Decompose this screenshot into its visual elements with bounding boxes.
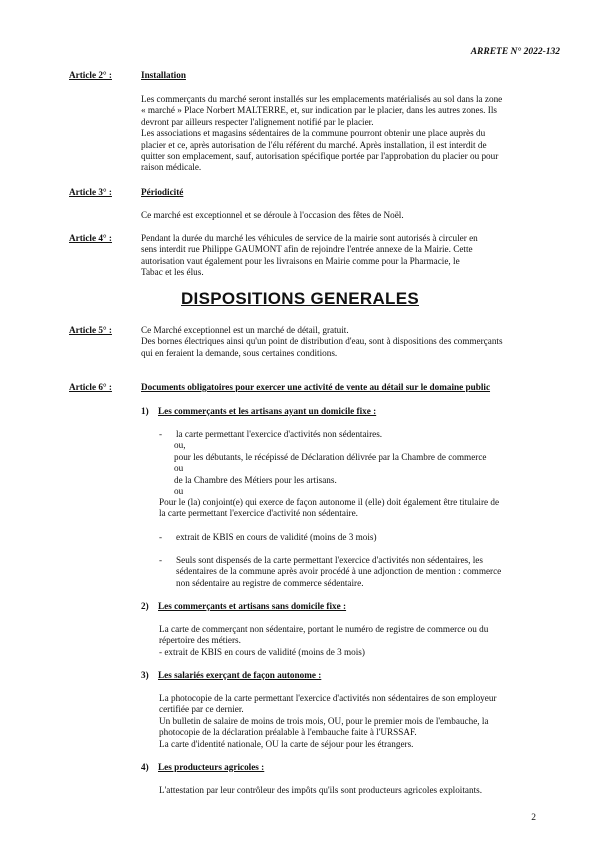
section-1-card-options: la carte permettant l'exercice d'activités non sédentaires. ou, pour les débutants, le récépissé de Déclaration délivrée par la Chambre de commerce ou de la Chambre des Métiers pour les artisans. ou — [174, 429, 487, 497]
bullet-dash: - — [159, 532, 163, 542]
section-2-heading: 2) Les commerçants et artisans sans domicile fixe : — [141, 601, 347, 611]
article-6-title: Documents obligatoires pour exercer une activité de vente au détail sur le domaine public — [141, 382, 491, 392]
section-4-body: L'attestation par leur contrôleur des impôts qu'ils sont producteurs agricoles exploitants. — [159, 785, 483, 795]
section-3-body: La photocopie de la carte permettant l'exercice d'activités non sédentaires de son employeur certifiée par ce dernier. Un bulletin de salaire de moins de trois mois, OU, pour le premier mois de l'embauche, la photocopie de la déclaration préalable à l'embauche faite à l'URSSAF. La carte d'identité nationale, OU la carte de séjour pour les étrangers. — [159, 693, 497, 749]
section-1-kbis: extrait de KBIS en cours de validité (moins de 3 mois) — [176, 532, 377, 542]
article-3-label: Article 3° : — [69, 187, 112, 197]
section-1-spouse-text: Pour le (la) conjoint(e) qui exerce de façon autonome il (elle) doit également être titulaire de la carte permettant l'exercice d'activité non sédentaire. — [159, 497, 500, 519]
article-5-body: Ce Marché exceptionnel est un marché de détail, gratuit. Des bornes électriques ainsi qu'un point de distribution d'eau, sont à dispositions des commerçants qui en feraient la demande, sous certaines conditions. — [141, 325, 503, 358]
bullet-dash: - — [159, 429, 163, 439]
article-3-body: Ce marché est exceptionnel et se déroule à l'occasion des fêtes de Noël. — [141, 210, 404, 220]
section-4-heading: 4) Les producteurs agricoles : — [141, 762, 265, 772]
dispositions-heading: DISPOSITIONS GENERALES — [180, 289, 420, 308]
section-3-heading: 3) Les salariés exerçant de façon autonome : — [141, 670, 322, 680]
article-3-title: Périodicité — [141, 187, 184, 197]
page-number: 2 — [531, 813, 536, 823]
article-2-title: Installation — [141, 70, 186, 80]
article-2-body: Les commerçants du marché seront installés sur les emplacements matérialisés au sol dans la zone « marché » Place Norbert MALTERRE, et, sur indication par le placier, dans les autres zones. Ils devront par ailleurs respecter l'alignement notifié par le placier. Les associations et magasins sédentaires de la commune pourront obtenir une place auprès du placier et ce, après autorisation de l'élu référent du marché. Après installation, il est interdit de quitter son emplacement, sauf, autorisation spécifique portée par l'approbation du placier ou pour raison médicale. — [141, 94, 503, 173]
article-2-label: Article 2° : — [69, 70, 112, 80]
section-2-body: La carte de commerçant non sédentaire, portant le numéro de registre de commerce ou du répertoire des métiers. - extrait de KBIS en cours de validité (moins de 3 mois) — [159, 624, 489, 657]
bullet-dash: - — [159, 555, 163, 565]
article-4-body: Pendant la durée du marché les véhicules de service de la mairie sont autorisés à circuler en sens interdit rue Philippe GAUMONT afin de rejoindre l'entrée annexe de la Mairie. Cette autorisation vaut également pour les livraisons en Mairie comme pour la Pharmacie, le Tabac et les élus. — [141, 233, 478, 278]
section-1-heading: 1) Les commerçants et les artisans ayant un domicile fixe : — [141, 406, 377, 416]
section-1-exemption: Seuls sont dispensés de la carte permettant l'exercice d'activités non sédentaires, les sédentaires de la commune après avoir procédé à une adjonction de mention : commerce non sédentaire au registre de commerce sédentaire. — [176, 555, 502, 588]
article-6-label: Article 6° : — [69, 382, 112, 392]
article-4-label: Article 4° : — [69, 233, 112, 243]
document-reference: ARRETE N° 2022-132 — [470, 47, 560, 57]
article-5-label: Article 5° : — [69, 325, 112, 335]
